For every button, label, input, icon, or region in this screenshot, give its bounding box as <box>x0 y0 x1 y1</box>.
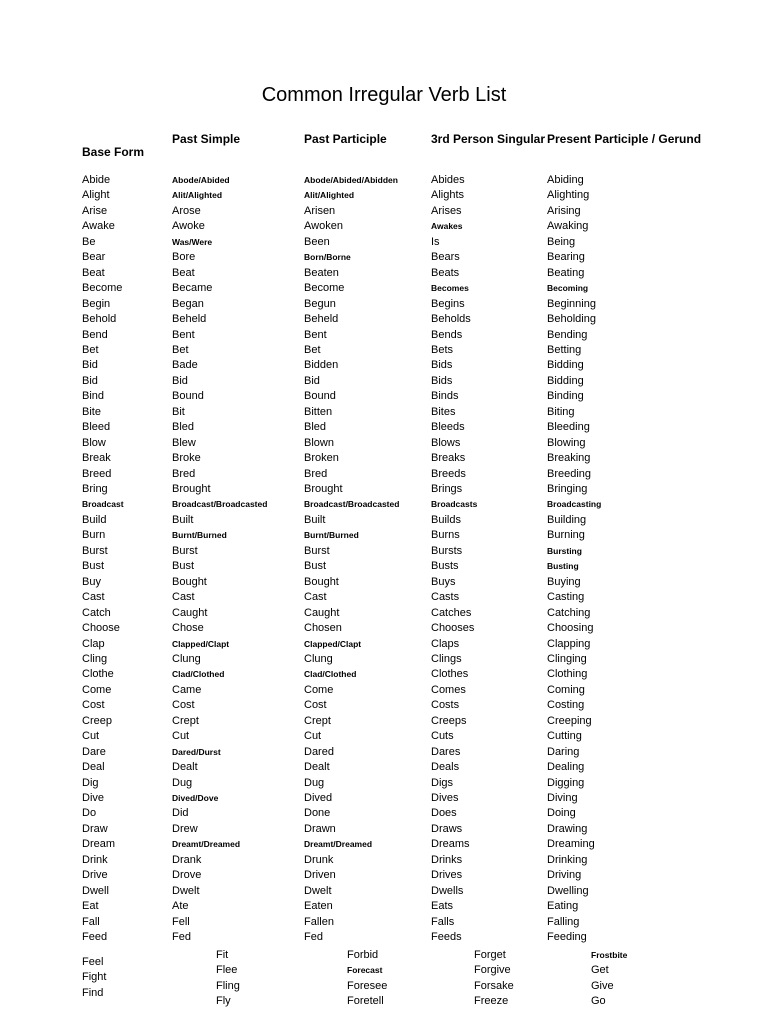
cell-third-person: Broadcasts <box>431 499 478 510</box>
cell-third-person: Creeps <box>431 714 467 727</box>
cell-past-participle: Dealt <box>304 761 330 774</box>
header-third-person: 3rd Person Singular <box>431 132 546 146</box>
cell-base-form: Cast <box>82 591 105 604</box>
cell-third-person: Is <box>431 235 440 248</box>
cell-base-form: Burn <box>82 529 106 542</box>
cell-present-participle: Falling <box>547 915 580 928</box>
cell-present-participle: Doing <box>547 807 576 820</box>
cell-base-form: Buy <box>82 575 101 588</box>
cell-past-participle: Caught <box>304 606 340 619</box>
cell-past-participle: Bent <box>304 328 327 341</box>
cell-present-participle: Feeding <box>547 931 587 944</box>
cell-past-simple: Cut <box>172 730 190 743</box>
cell-past-simple: Bound <box>172 390 204 403</box>
cell-past-participle: Bitten <box>304 405 333 418</box>
cell-present-participle: Building <box>547 513 587 526</box>
cell-past-participle: Bred <box>304 467 328 480</box>
cell-past-simple: Dug <box>172 776 193 789</box>
cell-base-form: Blow <box>82 436 106 449</box>
cell-base-form: Cling <box>82 652 108 665</box>
cell-base-form: Bid <box>82 359 98 372</box>
cell-past-simple: Came <box>172 683 202 696</box>
cell-base-form: Do <box>82 807 97 820</box>
cell-present-participle: Bearing <box>547 251 585 264</box>
cell-past-simple: Clapped/Clapt <box>172 638 230 649</box>
cell-past-simple: Caught <box>172 606 208 619</box>
cell-past-simple: Bred <box>172 467 196 480</box>
cell-third-person: Comes <box>431 683 466 696</box>
cell-past-simple: Clad/Clothed <box>172 669 225 680</box>
cell-present-participle: Bidding <box>547 359 584 372</box>
cell-third-person: Does <box>431 807 457 820</box>
cell-base-form: Broadcast <box>82 499 124 510</box>
cell-present-participle: Alighting <box>547 189 590 202</box>
cell-past-participle: Done <box>304 807 331 820</box>
cell-past-participle: Alit/Alighted <box>304 190 355 201</box>
overflow-verb: Find <box>82 986 104 999</box>
cell-past-participle: Drawn <box>304 822 336 835</box>
cell-present-participle: Clothing <box>547 668 588 681</box>
cell-past-participle: Cast <box>304 591 327 604</box>
overflow-verb: Give <box>591 979 614 992</box>
cell-third-person: Feeds <box>431 931 462 944</box>
cell-past-simple: Bid <box>172 374 188 387</box>
cell-present-participle: Digging <box>547 776 585 789</box>
cell-third-person: Bends <box>431 328 463 341</box>
overflow-verb: Fling <box>216 979 240 992</box>
cell-base-form: Breed <box>82 467 112 480</box>
cell-past-participle: Become <box>304 282 345 295</box>
cell-third-person: Brings <box>431 483 463 495</box>
cell-base-form: Dive <box>82 792 105 804</box>
cell-present-participle: Dealing <box>547 761 585 774</box>
cell-third-person: Clothes <box>431 668 469 681</box>
cell-present-participle: Binding <box>547 390 584 403</box>
cell-base-form: Bind <box>82 390 105 403</box>
cell-past-simple: Burnt/Burned <box>172 530 227 541</box>
cell-past-simple: Clung <box>172 652 201 665</box>
cell-past-simple: Bore <box>172 251 196 264</box>
cell-base-form: Bid <box>82 374 98 387</box>
cell-base-form: Dare <box>82 745 106 758</box>
cell-past-participle: Dwelt <box>304 884 332 897</box>
cell-third-person: Bets <box>431 343 454 356</box>
overflow-verb: Go <box>591 994 606 1007</box>
cell-present-participle: Coming <box>547 683 585 696</box>
overflow-verb: Get <box>591 964 609 977</box>
cell-base-form: Begin <box>82 297 111 310</box>
cell-past-participle: Dared <box>304 745 334 758</box>
cell-third-person: Bursts <box>431 544 463 557</box>
header-present-participle: Present Participle / Gerund <box>547 132 702 146</box>
cell-past-participle: Dreamt/Dreamed <box>304 839 373 850</box>
cell-past-simple: Bit <box>172 405 185 418</box>
overflow-verb: Feel <box>82 956 104 968</box>
cell-past-simple: Dived/Dove <box>172 793 219 803</box>
cell-present-participle: Betting <box>547 343 582 356</box>
cell-base-form: Dwell <box>82 884 109 897</box>
cell-third-person: Costs <box>431 699 460 712</box>
cell-past-participle: Begun <box>304 297 336 310</box>
cell-present-participle: Breeding <box>547 467 592 480</box>
cell-present-participle: Clinging <box>547 652 587 665</box>
cell-past-simple: Dealt <box>172 761 198 774</box>
cell-present-participle: Bringing <box>547 483 588 495</box>
cell-past-participle: Blown <box>304 436 334 449</box>
cell-past-simple: Beat <box>172 266 195 279</box>
cell-present-participle: Abiding <box>547 174 584 186</box>
overflow-verb: Forecast <box>347 965 383 976</box>
cell-third-person: Draws <box>431 822 463 835</box>
cell-past-participle: Bet <box>304 343 321 356</box>
cell-past-participle: Bidden <box>304 359 339 372</box>
cell-third-person: Binds <box>431 390 459 403</box>
cell-base-form: Bear <box>82 251 106 264</box>
cell-base-form: Choose <box>82 622 120 635</box>
cell-past-participle: Cut <box>304 730 322 743</box>
cell-past-simple: Drew <box>172 822 198 835</box>
cell-base-form: Beat <box>82 266 105 279</box>
cell-past-participle: Drunk <box>304 853 334 866</box>
cell-past-simple: Chose <box>172 622 204 635</box>
overflow-verb: Fight <box>82 971 107 984</box>
header-past-simple: Past Simple <box>172 132 241 146</box>
cell-base-form: Catch <box>82 606 111 619</box>
overflow-verb: Forbid <box>347 949 379 961</box>
cell-present-participle: Beginning <box>547 297 596 310</box>
cell-base-form: Become <box>82 282 123 295</box>
cell-past-participle: Bought <box>304 575 339 588</box>
cell-base-form: Clothe <box>82 668 114 681</box>
overflow-verb: Foretell <box>347 994 384 1007</box>
cell-past-participle: Burst <box>304 544 330 557</box>
page-title: Common Irregular Verb List <box>261 84 507 106</box>
cell-past-simple: Crept <box>172 714 199 727</box>
cell-third-person: Awakes <box>431 221 463 232</box>
cell-present-participle: Beholding <box>547 313 596 326</box>
cell-third-person: Drives <box>431 869 463 882</box>
cell-base-form: Come <box>82 683 112 696</box>
cell-past-simple: Fell <box>172 915 190 928</box>
cell-third-person: Bears <box>431 251 460 264</box>
cell-past-participle: Broken <box>304 452 339 465</box>
cell-base-form: Arise <box>82 204 108 217</box>
cell-past-participle: Abode/Abided/Abidden <box>304 175 398 185</box>
cell-third-person: Bleeds <box>431 421 465 434</box>
cell-present-participle: Broadcasting <box>547 499 602 510</box>
cell-present-participle: Awaking <box>547 220 589 233</box>
cell-past-participle: Broadcast/Broadcasted <box>304 499 400 510</box>
cell-past-simple: Bade <box>172 359 198 372</box>
cell-base-form: Clap <box>82 637 105 650</box>
cell-third-person: Chooses <box>431 622 475 635</box>
cell-present-participle: Diving <box>547 792 578 804</box>
cell-present-participle: Burning <box>547 529 585 542</box>
cell-present-participle: Becoming <box>547 283 589 294</box>
cell-past-simple: Awoke <box>172 220 205 233</box>
cell-past-simple: Bent <box>172 328 195 341</box>
overflow-verb: Fit <box>216 949 229 961</box>
cell-present-participle: Arising <box>547 204 581 217</box>
cell-third-person: Breeds <box>431 467 466 480</box>
cell-third-person: Digs <box>431 776 454 789</box>
cell-present-participle: Drinking <box>547 853 588 866</box>
overflow-verb: Frostbite <box>591 950 628 960</box>
cell-base-form: Drive <box>82 869 108 882</box>
cell-third-person: Casts <box>431 591 460 604</box>
cell-past-simple: Dwelt <box>172 884 200 897</box>
cell-third-person: Blows <box>431 436 461 449</box>
cell-past-participle: Clad/Clothed <box>304 669 357 680</box>
cell-third-person: Bids <box>431 374 453 387</box>
cell-present-participle: Blowing <box>547 436 586 449</box>
cell-past-simple: Bet <box>172 343 189 356</box>
cell-present-participle: Clapping <box>547 637 591 650</box>
cell-base-form: Abide <box>82 174 111 186</box>
cell-past-participle: Built <box>304 513 326 526</box>
cell-base-form: Cut <box>82 730 100 743</box>
cell-base-form: Break <box>82 452 111 465</box>
cell-base-form: Alight <box>82 189 110 202</box>
cell-third-person: Dares <box>431 745 461 758</box>
cell-past-simple: Built <box>172 513 194 526</box>
cell-past-participle: Eaten <box>304 900 333 913</box>
cell-third-person: Dwells <box>431 884 464 897</box>
cell-present-participle: Bending <box>547 328 588 341</box>
cell-third-person: Falls <box>431 915 455 928</box>
cell-base-form: Creep <box>82 714 112 727</box>
cell-past-simple: Bled <box>172 421 195 434</box>
header-past-participle: Past Participle <box>304 132 387 146</box>
cell-base-form: Dig <box>82 776 99 789</box>
cell-past-participle: Crept <box>304 714 331 727</box>
cell-present-participle: Eating <box>547 900 579 913</box>
cell-third-person: Bids <box>431 359 453 372</box>
cell-past-participle: Come <box>304 683 334 696</box>
overflow-verb: Forget <box>474 949 506 961</box>
cell-past-participle: Cost <box>304 699 327 712</box>
cell-past-participle: Bust <box>304 560 327 573</box>
cell-present-participle: Creeping <box>547 714 592 727</box>
cell-base-form: Be <box>82 235 96 248</box>
cell-base-form: Eat <box>82 900 99 913</box>
cell-third-person: Buys <box>431 575 456 588</box>
cell-past-simple: Brought <box>172 483 211 495</box>
cell-past-simple: Broadcast/Broadcasted <box>172 499 268 510</box>
overflow-verb: Forsake <box>474 979 514 992</box>
cell-present-participle: Busting <box>547 561 579 572</box>
cell-past-simple: Broke <box>172 452 201 465</box>
cell-present-participle: Driving <box>547 869 582 882</box>
cell-past-participle: Beheld <box>304 313 339 326</box>
cell-third-person: Catches <box>431 606 472 619</box>
cell-third-person: Bites <box>431 405 456 418</box>
cell-past-participle: Fallen <box>304 915 334 928</box>
cell-past-simple: Arose <box>172 204 201 217</box>
cell-past-simple: Became <box>172 282 213 295</box>
cell-past-simple: Did <box>172 807 189 820</box>
cell-past-participle: Burnt/Burned <box>304 530 359 541</box>
cell-past-simple: Began <box>172 297 204 310</box>
cell-third-person: Begins <box>431 297 465 310</box>
cell-past-simple: Burst <box>172 544 198 557</box>
cell-base-form: Burst <box>82 544 108 557</box>
cell-past-participle: Born/Borne <box>304 252 351 263</box>
cell-past-simple: Beheld <box>172 313 207 326</box>
cell-present-participle: Choosing <box>547 622 594 635</box>
cell-third-person: Busts <box>431 560 459 573</box>
cell-base-form: Behold <box>82 313 117 326</box>
cell-third-person: Becomes <box>431 283 469 294</box>
cell-present-participle: Costing <box>547 699 585 712</box>
cell-past-simple: Cast <box>172 591 195 604</box>
cell-past-simple: Ate <box>172 900 189 913</box>
cell-past-participle: Bled <box>304 421 327 434</box>
cell-present-participle: Drawing <box>547 822 588 835</box>
cell-third-person: Burns <box>431 529 460 542</box>
cell-base-form: Dream <box>82 838 116 851</box>
cell-third-person: Drinks <box>431 853 463 866</box>
cell-base-form: Bite <box>82 405 101 418</box>
cell-third-person: Arises <box>431 204 462 217</box>
overflow-verb: Freeze <box>474 994 509 1007</box>
cell-past-participle: Awoken <box>304 220 343 233</box>
cell-past-simple: Fed <box>172 931 191 944</box>
cell-third-person: Eats <box>431 900 454 913</box>
cell-base-form: Bring <box>82 483 108 495</box>
cell-third-person: Dives <box>431 792 459 804</box>
cell-past-participle: Brought <box>304 483 343 495</box>
cell-past-participle: Dug <box>304 776 325 789</box>
cell-present-participle: Bidding <box>547 374 584 387</box>
cell-base-form: Deal <box>82 761 105 774</box>
cell-past-participle: Bid <box>304 374 320 387</box>
cell-present-participle: Dreaming <box>547 838 595 851</box>
cell-third-person: Dreams <box>431 838 470 851</box>
cell-past-simple: Bought <box>172 575 207 588</box>
cell-past-participle: Chosen <box>304 622 342 635</box>
cell-base-form: Drink <box>82 853 108 866</box>
cell-base-form: Cost <box>82 699 105 712</box>
cell-present-participle: Beating <box>547 266 585 279</box>
cell-present-participle: Bleeding <box>547 421 590 434</box>
cell-past-simple: Dreamt/Dreamed <box>172 839 241 850</box>
cell-third-person: Alights <box>431 189 465 202</box>
overflow-verb: Foresee <box>347 979 388 992</box>
cell-third-person: Cuts <box>431 730 454 743</box>
cell-past-participle: Beaten <box>304 266 339 279</box>
cell-past-participle: Driven <box>304 869 336 882</box>
cell-past-simple: Alit/Alighted <box>172 190 223 201</box>
overflow-verb: Fly <box>216 994 231 1007</box>
cell-past-participle: Clapped/Clapt <box>304 638 362 649</box>
cell-past-simple: Dared/Durst <box>172 746 221 757</box>
cell-past-simple: Was/Were <box>172 236 213 247</box>
cell-present-participle: Casting <box>547 591 585 604</box>
cell-past-simple: Drank <box>172 853 202 866</box>
cell-base-form: Feed <box>82 931 108 944</box>
cell-base-form: Bust <box>82 560 105 573</box>
cell-present-participle: Biting <box>547 405 575 418</box>
overflow-verb: Flee <box>216 964 238 977</box>
cell-present-participle: Breaking <box>547 452 591 465</box>
cell-base-form: Bend <box>82 328 108 341</box>
cell-past-participle: Bound <box>304 390 336 403</box>
cell-third-person: Abides <box>431 174 465 186</box>
cell-third-person: Claps <box>431 637 460 650</box>
cell-present-participle: Catching <box>547 606 591 619</box>
cell-base-form: Build <box>82 513 107 526</box>
cell-past-simple: Abode/Abided <box>172 175 230 185</box>
cell-third-person: Builds <box>431 513 461 526</box>
cell-present-participle: Daring <box>547 745 580 758</box>
cell-third-person: Beats <box>431 266 460 279</box>
cell-base-form: Bleed <box>82 421 111 434</box>
header-base-form: Base Form <box>82 145 145 159</box>
cell-past-participle: Dived <box>304 792 333 804</box>
cell-base-form: Bet <box>82 343 99 356</box>
cell-past-simple: Blew <box>172 436 196 449</box>
cell-third-person: Breaks <box>431 452 466 465</box>
cell-present-participle: Dwelling <box>547 884 589 897</box>
cell-base-form: Draw <box>82 822 108 835</box>
cell-present-participle: Buying <box>547 575 581 588</box>
cell-past-participle: Been <box>304 235 330 248</box>
cell-third-person: Deals <box>431 761 460 774</box>
cell-past-simple: Bust <box>172 560 195 573</box>
cell-past-simple: Drove <box>172 869 202 882</box>
cell-past-participle: Clung <box>304 652 333 665</box>
cell-present-participle: Being <box>547 235 576 248</box>
overflow-verb: Forgive <box>474 964 511 977</box>
cell-third-person: Beholds <box>431 313 471 326</box>
cell-past-participle: Fed <box>304 931 323 944</box>
cell-third-person: Clings <box>431 652 462 665</box>
cell-past-participle: Arisen <box>304 204 336 217</box>
cell-present-participle: Bursting <box>547 545 582 556</box>
cell-base-form: Awake <box>82 220 115 233</box>
cell-base-form: Fall <box>82 915 100 928</box>
cell-past-simple: Cost <box>172 699 195 712</box>
cell-present-participle: Cutting <box>547 730 582 743</box>
